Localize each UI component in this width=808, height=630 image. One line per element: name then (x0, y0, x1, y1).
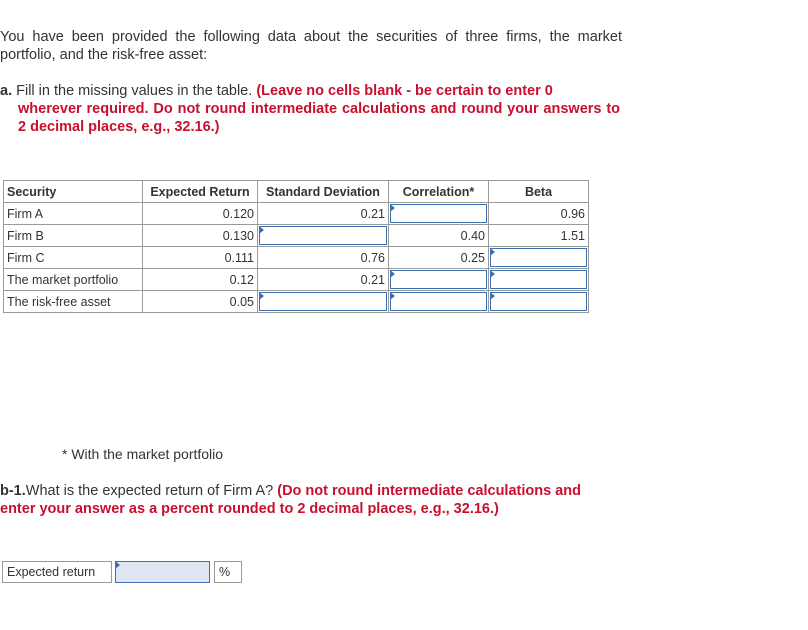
expected-return-input[interactable] (112, 561, 210, 583)
cell-correlation: 0.25 (389, 247, 489, 269)
header-expected-return: Expected Return (143, 181, 258, 203)
input-firm-a-correlation[interactable] (389, 203, 489, 225)
input-risk-free-beta[interactable] (489, 291, 589, 313)
row-label: Firm A (4, 203, 143, 225)
row-label: Firm C (4, 247, 143, 269)
part-a-question (0, 82, 620, 136)
header-correlation: Correlation* (389, 181, 489, 203)
part-a-text: Fill in the missing values in the table. (16, 83, 253, 99)
row-label: The market portfolio (4, 269, 143, 291)
cell-expected-return: 0.130 (143, 225, 258, 247)
cell-beta: 1.51 (489, 225, 589, 247)
cell-standard-deviation: 0.76 (258, 247, 389, 269)
cell-standard-deviation: 0.21 (258, 203, 389, 225)
part-b1-question (0, 482, 620, 518)
row-label: Firm B (4, 225, 143, 247)
part-b1-text: What is the expected return of Firm A? (25, 483, 274, 499)
table-row (4, 291, 589, 313)
part-b1-instruction: (Do not round intermediate calculations and enter your answer as a percent rounded to 2 decimal places, e.g., 32.16.) (0, 483, 581, 517)
header-beta: Beta (489, 181, 589, 203)
table-row (4, 203, 589, 225)
securities-table (3, 180, 589, 313)
table-row (4, 225, 589, 247)
expected-return-label: Expected return (2, 561, 112, 583)
input-risk-free-correlation[interactable] (389, 291, 489, 313)
cell-expected-return: 0.111 (143, 247, 258, 269)
cell-expected-return: 0.05 (143, 291, 258, 313)
table-header-row (4, 181, 589, 203)
input-flag-icon (490, 248, 495, 256)
cell-standard-deviation: 0.21 (258, 269, 389, 291)
input-flag-icon (390, 292, 395, 300)
row-label: The risk-free asset (4, 291, 143, 313)
input-flag-icon (390, 204, 395, 212)
input-flag-icon (115, 561, 120, 569)
percent-unit: % (214, 561, 242, 583)
part-b1-lead: b-1. (0, 483, 26, 499)
expected-return-answer-row (2, 561, 242, 583)
input-flag-icon (490, 292, 495, 300)
input-flag-icon (259, 292, 264, 300)
input-market-correlation[interactable] (389, 269, 489, 291)
input-flag-icon (390, 270, 395, 278)
part-a-instruction-1: (Leave no cells blank - be certain to enter 0 (256, 83, 553, 99)
part-a-instruction-2: wherever required. Do not round intermediate calculations and round your answers to 2 decimal places, e.g., 32.16.) (18, 101, 620, 135)
table-footnote: * With the market portfolio (62, 446, 224, 462)
input-flag-icon (259, 226, 264, 234)
input-market-beta[interactable] (489, 269, 589, 291)
header-security: Security (4, 181, 143, 203)
intro-text: You have been provided the following data about the securities of three firms, the market portfolio, and the risk-free asset: (0, 29, 622, 63)
table-row (4, 269, 589, 291)
cell-expected-return: 0.12 (143, 269, 258, 291)
cell-expected-return: 0.120 (143, 203, 258, 225)
part-a-lead: a. (0, 83, 13, 99)
cell-correlation: 0.40 (389, 225, 489, 247)
input-firm-c-beta[interactable] (489, 247, 589, 269)
header-standard-deviation: Standard Deviation (258, 181, 389, 203)
input-flag-icon (490, 270, 495, 278)
input-risk-free-standard-deviation[interactable] (258, 291, 389, 313)
cell-beta: 0.96 (489, 203, 589, 225)
input-firm-b-standard-deviation[interactable] (258, 225, 389, 247)
table-row (4, 247, 589, 269)
